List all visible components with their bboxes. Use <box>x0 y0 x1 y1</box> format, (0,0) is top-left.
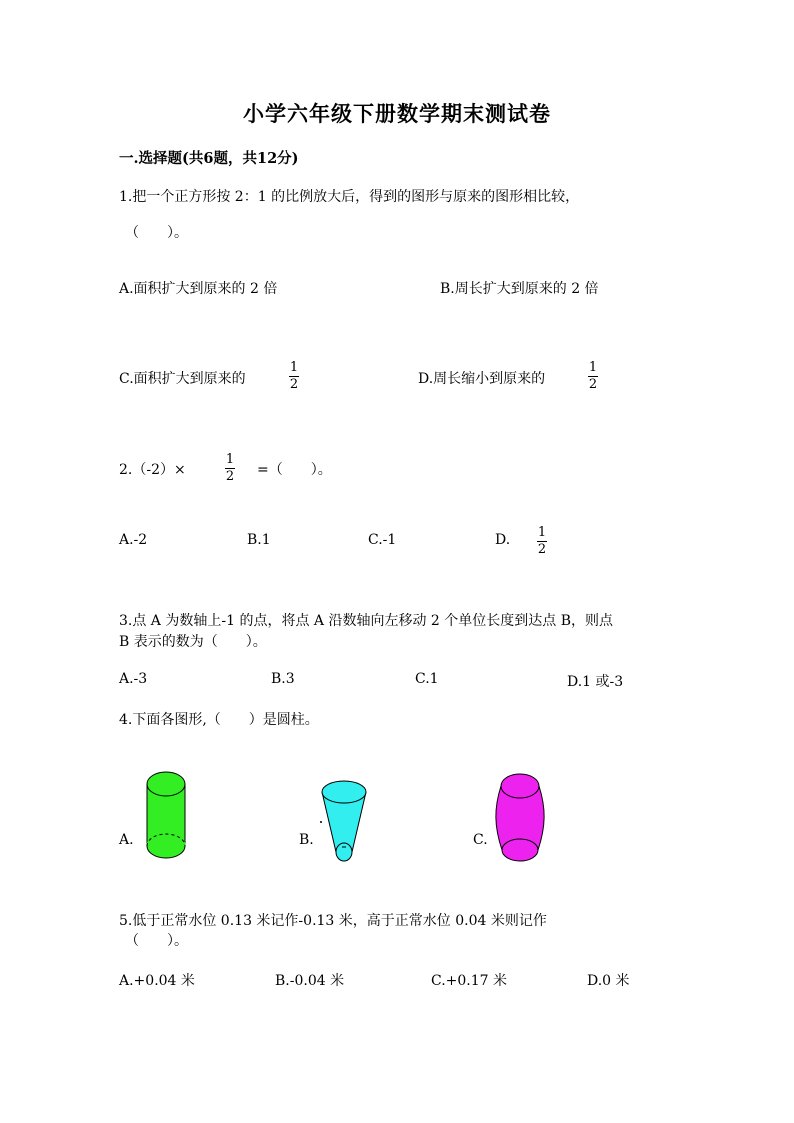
frustum-top <box>322 781 366 803</box>
q2-option-b: B.1 <box>247 532 271 548</box>
page-title: 小学六年级下册数学期末测试卷 <box>243 101 551 126</box>
frustum-bottom <box>336 843 352 861</box>
fraction-numerator: 1 <box>289 360 299 375</box>
frustum-dot <box>320 821 322 823</box>
q2-option-d-fraction <box>535 526 549 557</box>
q5-option-a: A.+0.04 米 <box>119 973 195 989</box>
q1-option-c-fraction <box>287 361 301 392</box>
fraction-denominator: 2 <box>289 377 299 392</box>
fraction-denominator: 2 <box>588 377 598 392</box>
q1-option-d: D.周长缩小到原来的 <box>418 371 546 387</box>
fraction-numerator: 1 <box>588 360 598 375</box>
barrel-bottom <box>502 839 538 861</box>
fraction-numerator: 1 <box>225 452 235 467</box>
q3-option-c: C.1 <box>415 671 439 687</box>
q4-option-a-cylinder-figure <box>140 770 192 866</box>
q2-stem-fraction <box>223 453 237 484</box>
q3-option-d: D.1 或-3 <box>567 674 624 690</box>
q2-option-c: C.-1 <box>368 532 397 548</box>
q4-option-b-cone-figure <box>318 778 370 866</box>
q4-option-c-label: C. <box>473 832 488 848</box>
q1-option-c: C.面积扩大到原来的 <box>119 371 246 387</box>
q1-option-a: A.面积扩大到原来的 2 倍 <box>119 281 278 297</box>
fraction-numerator: 1 <box>537 525 547 540</box>
barrel-top <box>501 774 539 798</box>
q5-option-c: C.+0.17 米 <box>431 973 508 989</box>
q2-stem-prefix: 2.（-2）× <box>119 462 186 478</box>
section-heading: 一.选择题(共6题，共12分) <box>119 150 299 167</box>
q4-option-c-barrel-figure <box>494 770 546 866</box>
q4-stem: 4.下面各图形,（ ）是圆柱。 <box>119 712 319 728</box>
fraction-denominator: 2 <box>225 469 235 484</box>
q2-stem-suffix: =（ ）。 <box>257 462 332 478</box>
q1-stem-line2: （ ）。 <box>125 225 188 241</box>
q3-stem-line1: 3.点 A 为数轴上-1 的点，将点 A 沿数轴向左移动 2 个单位长度到达点 B，则点 <box>119 613 614 629</box>
q5-option-b: B.-0.04 米 <box>275 973 345 989</box>
q3-stem-line2: B 表示的数为（ ）。 <box>119 634 267 650</box>
fraction-denominator: 2 <box>537 542 547 557</box>
q5-option-d: D.0 米 <box>587 973 630 989</box>
cylinder-top <box>147 772 185 796</box>
q5-stem-line1: 5.低于正常水位 0.13 米记作-0.13 米，高于正常水位 0.04 米则记作 <box>119 913 547 929</box>
q1-option-d-fraction <box>586 361 600 392</box>
q2-option-a: A.-2 <box>119 532 148 548</box>
q3-option-a: A.-3 <box>119 671 148 687</box>
q2-option-d: D. <box>495 532 511 548</box>
q3-option-b: B.3 <box>271 671 295 687</box>
q4-option-a-label: A. <box>119 832 134 848</box>
q5-stem-line2: （ ）。 <box>125 933 188 949</box>
q1-stem-line1: 1.把一个正方形按 2：1 的比例放大后，得到的图形与原来的图形相比较， <box>119 189 580 205</box>
q4-option-b-label: B. <box>299 832 314 848</box>
q1-option-b: B.周长扩大到原来的 2 倍 <box>440 281 599 297</box>
